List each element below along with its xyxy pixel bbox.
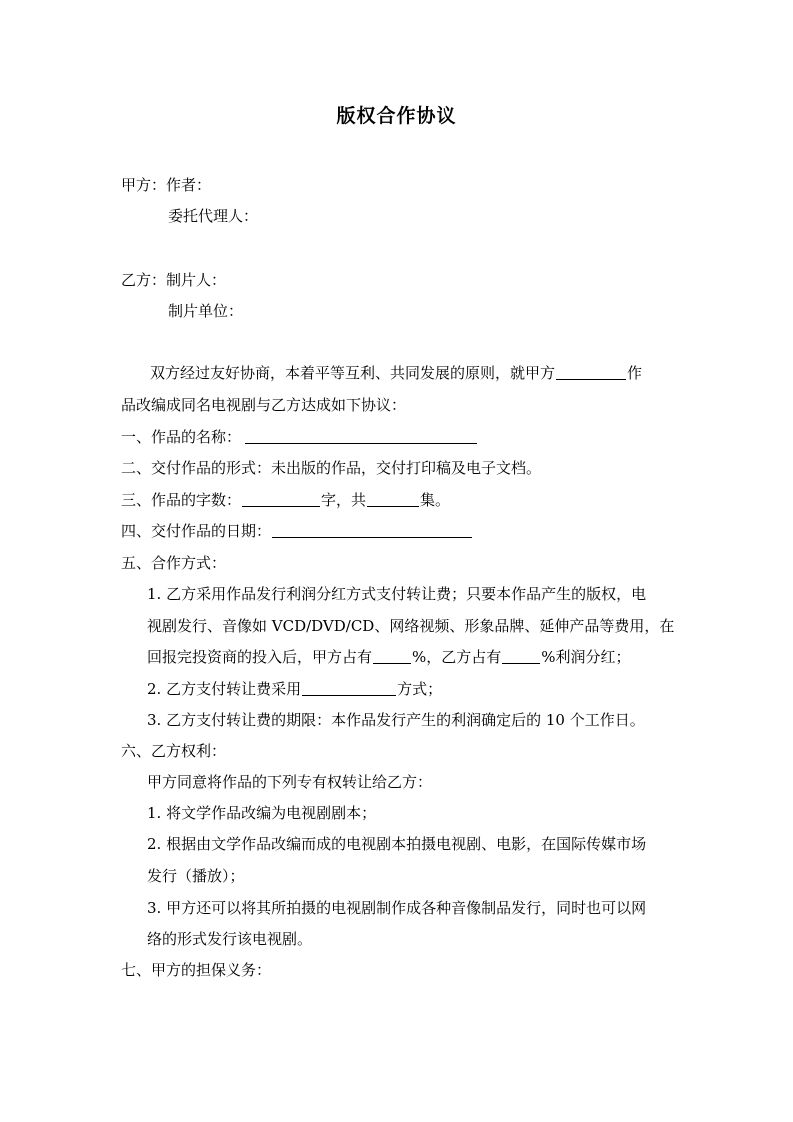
section-5-heading: 五、合作方式： [121,554,227,572]
episode-count-blank[interactable] [367,491,419,507]
share-text-c: %利润分红； [541,648,631,666]
share-text-a: 回报完投资商的投入后，甲方占有 [147,648,373,666]
document-title: 版权合作协议 [336,105,457,127]
party-b-unit-label: 制片单位： [168,302,244,320]
section-6-heading: 六、乙方权利： [121,742,227,760]
party-b-share-blank[interactable] [502,648,540,664]
section-3-label: 三、作品的字数： [121,491,242,509]
section-6-item-2-line-1: 2. 根据由文学作品改编而成的电视剧本拍摄电视剧、电影，在国际传媒市场 [147,835,647,853]
section-2: 二、交付作品的形式：未出版的作品，交付打印稿及电子文档。 [121,459,542,477]
party-a-share-blank[interactable] [373,648,411,664]
section-6-intro: 甲方同意将作品的下列专有权转让给乙方： [147,773,433,791]
work-name-blank[interactable] [556,364,626,380]
section-5-item-1-line-1: 1. 乙方采用作品发行利润分红方式支付转让费；只要本作品产生的版权，电 [147,585,647,603]
intro-text-post: 作 [627,364,643,382]
party-a-label: 甲方：作者： [121,176,212,194]
section-3 [121,490,450,510]
work-title-blank[interactable] [245,428,477,444]
section-6-item-3-line-2: 络的形式发行该电视剧。 [147,930,313,948]
intro-line-1 [150,363,642,383]
section-3-post: 集。 [420,491,451,509]
share-text-b: %，乙方占有 [412,648,502,666]
section-5-item-1-line-3 [147,647,631,667]
section-1 [121,427,478,447]
word-count-blank[interactable] [242,491,320,507]
delivery-date-blank[interactable] [272,522,472,538]
section-6-item-3-line-1: 3. 甲方还可以将其所拍摄的电视剧制作成各种音像制品发行，同时也可以网 [147,899,647,917]
section-1-label: 一、作品的名称： [121,428,242,446]
party-a-agent-label: 委托代理人： [168,207,259,225]
intro-text-pre: 双方经过友好协商，本着平等互利、共同发展的原则，就甲方 [150,364,556,382]
intro-line-2: 品改编成同名电视剧与乙方达成如下协议： [121,396,407,414]
section-4 [121,521,473,541]
section-4-label: 四、交付作品的日期： [121,522,272,540]
payment-method-label: 2. 乙方支付转让费采用 [147,680,302,698]
section-7-heading: 七、甲方的担保义务： [121,961,272,979]
payment-method-blank[interactable] [302,680,396,696]
section-5-item-3: 3. 乙方支付转让费的期限：本作品发行产生的利润确定后的 10 个工作日。 [147,711,645,729]
payment-method-post: 方式； [397,680,443,698]
party-b-label: 乙方：制片人： [121,271,227,289]
section-3-mid: 字，共 [321,491,367,509]
section-5-item-2 [147,679,442,699]
section-6-item-2-line-2: 发行（播放）； [147,867,245,885]
section-5-item-1-line-2: 视剧发行、音像如 VCD/DVD/CD、网络视频、形象品牌、延伸产品等费用，在 [147,617,675,635]
section-6-item-1: 1. 将文学作品改编为电视剧剧本； [147,804,377,822]
